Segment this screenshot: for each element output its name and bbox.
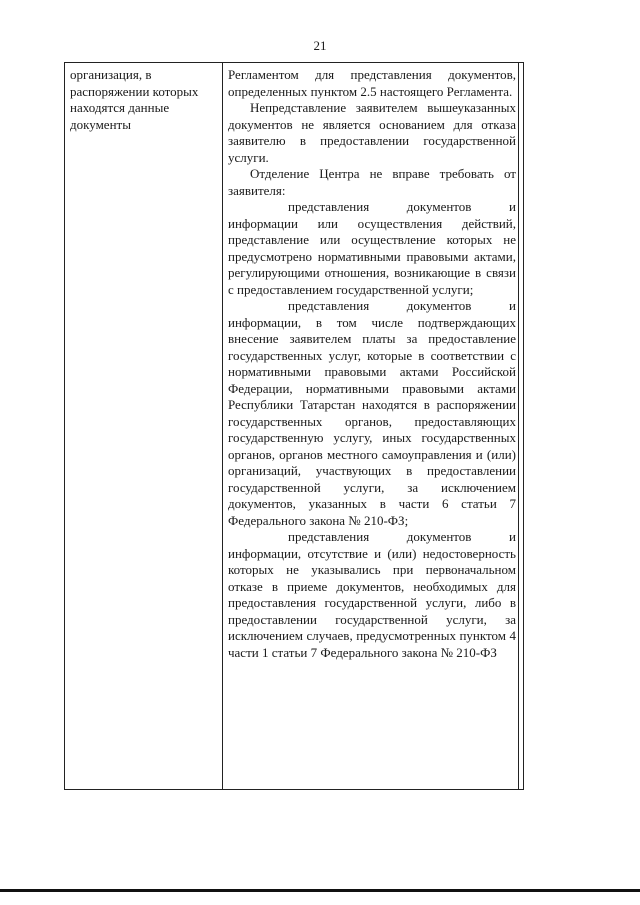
paragraph: Регламентом для представления документов, определенных пунктом 2.5 настоящего Регламента. xyxy=(228,67,516,99)
list-item: представления документов и информации или осуществления действий, представление или осуществление которых не предусмотрено нормативными правовыми актами, регулирующими отношения, возникающие в связи с предоставлением государственной услуги; xyxy=(228,199,516,297)
column-divider xyxy=(518,63,519,789)
table-cell-source: организация, в распоряжении которых находятся данные документы xyxy=(70,67,199,132)
list-item: представления документов и информации, в том числе подтверждающих внесение заявителем платы за предоставление государственных услуг, которые в соответствии с нормативными правовыми актами Российской Федерации, нормативными правовыми актами Республики Татарстан находятся в распоряжении государственных органов, предоставляющих государственную услугу, иных государственных органов, органов местного самоуправления и (или) организаций, участвующих в предоставлении государственной услуги, за исключением документов, указанных в части 6 статьи 7 Федерального закона № 210-ФЗ; xyxy=(228,298,516,528)
table-cell-description xyxy=(228,67,516,661)
column-divider xyxy=(222,63,223,789)
scan-edge xyxy=(0,889,640,892)
document-table xyxy=(64,62,524,790)
list-item: представления документов и информации, отсутствие и (или) недостоверность которых не указывались при первоначальном отказе в приеме документов, необходимых для предоставления государственной услуги, либо в предоставлении государственной услуги, за исключением случаев, предусмотренных пунктом 4 части 1 статьи 7 Федерального закона № 210-ФЗ xyxy=(228,529,516,660)
paragraph: Отделение Центра не вправе требовать от заявителя: xyxy=(228,166,516,198)
page-number: 21 xyxy=(313,38,327,53)
paragraph: Непредставление заявителем вышеуказанных документов не является основанием для отказа заявителю в предоставлении государственной услуги. xyxy=(228,100,516,165)
